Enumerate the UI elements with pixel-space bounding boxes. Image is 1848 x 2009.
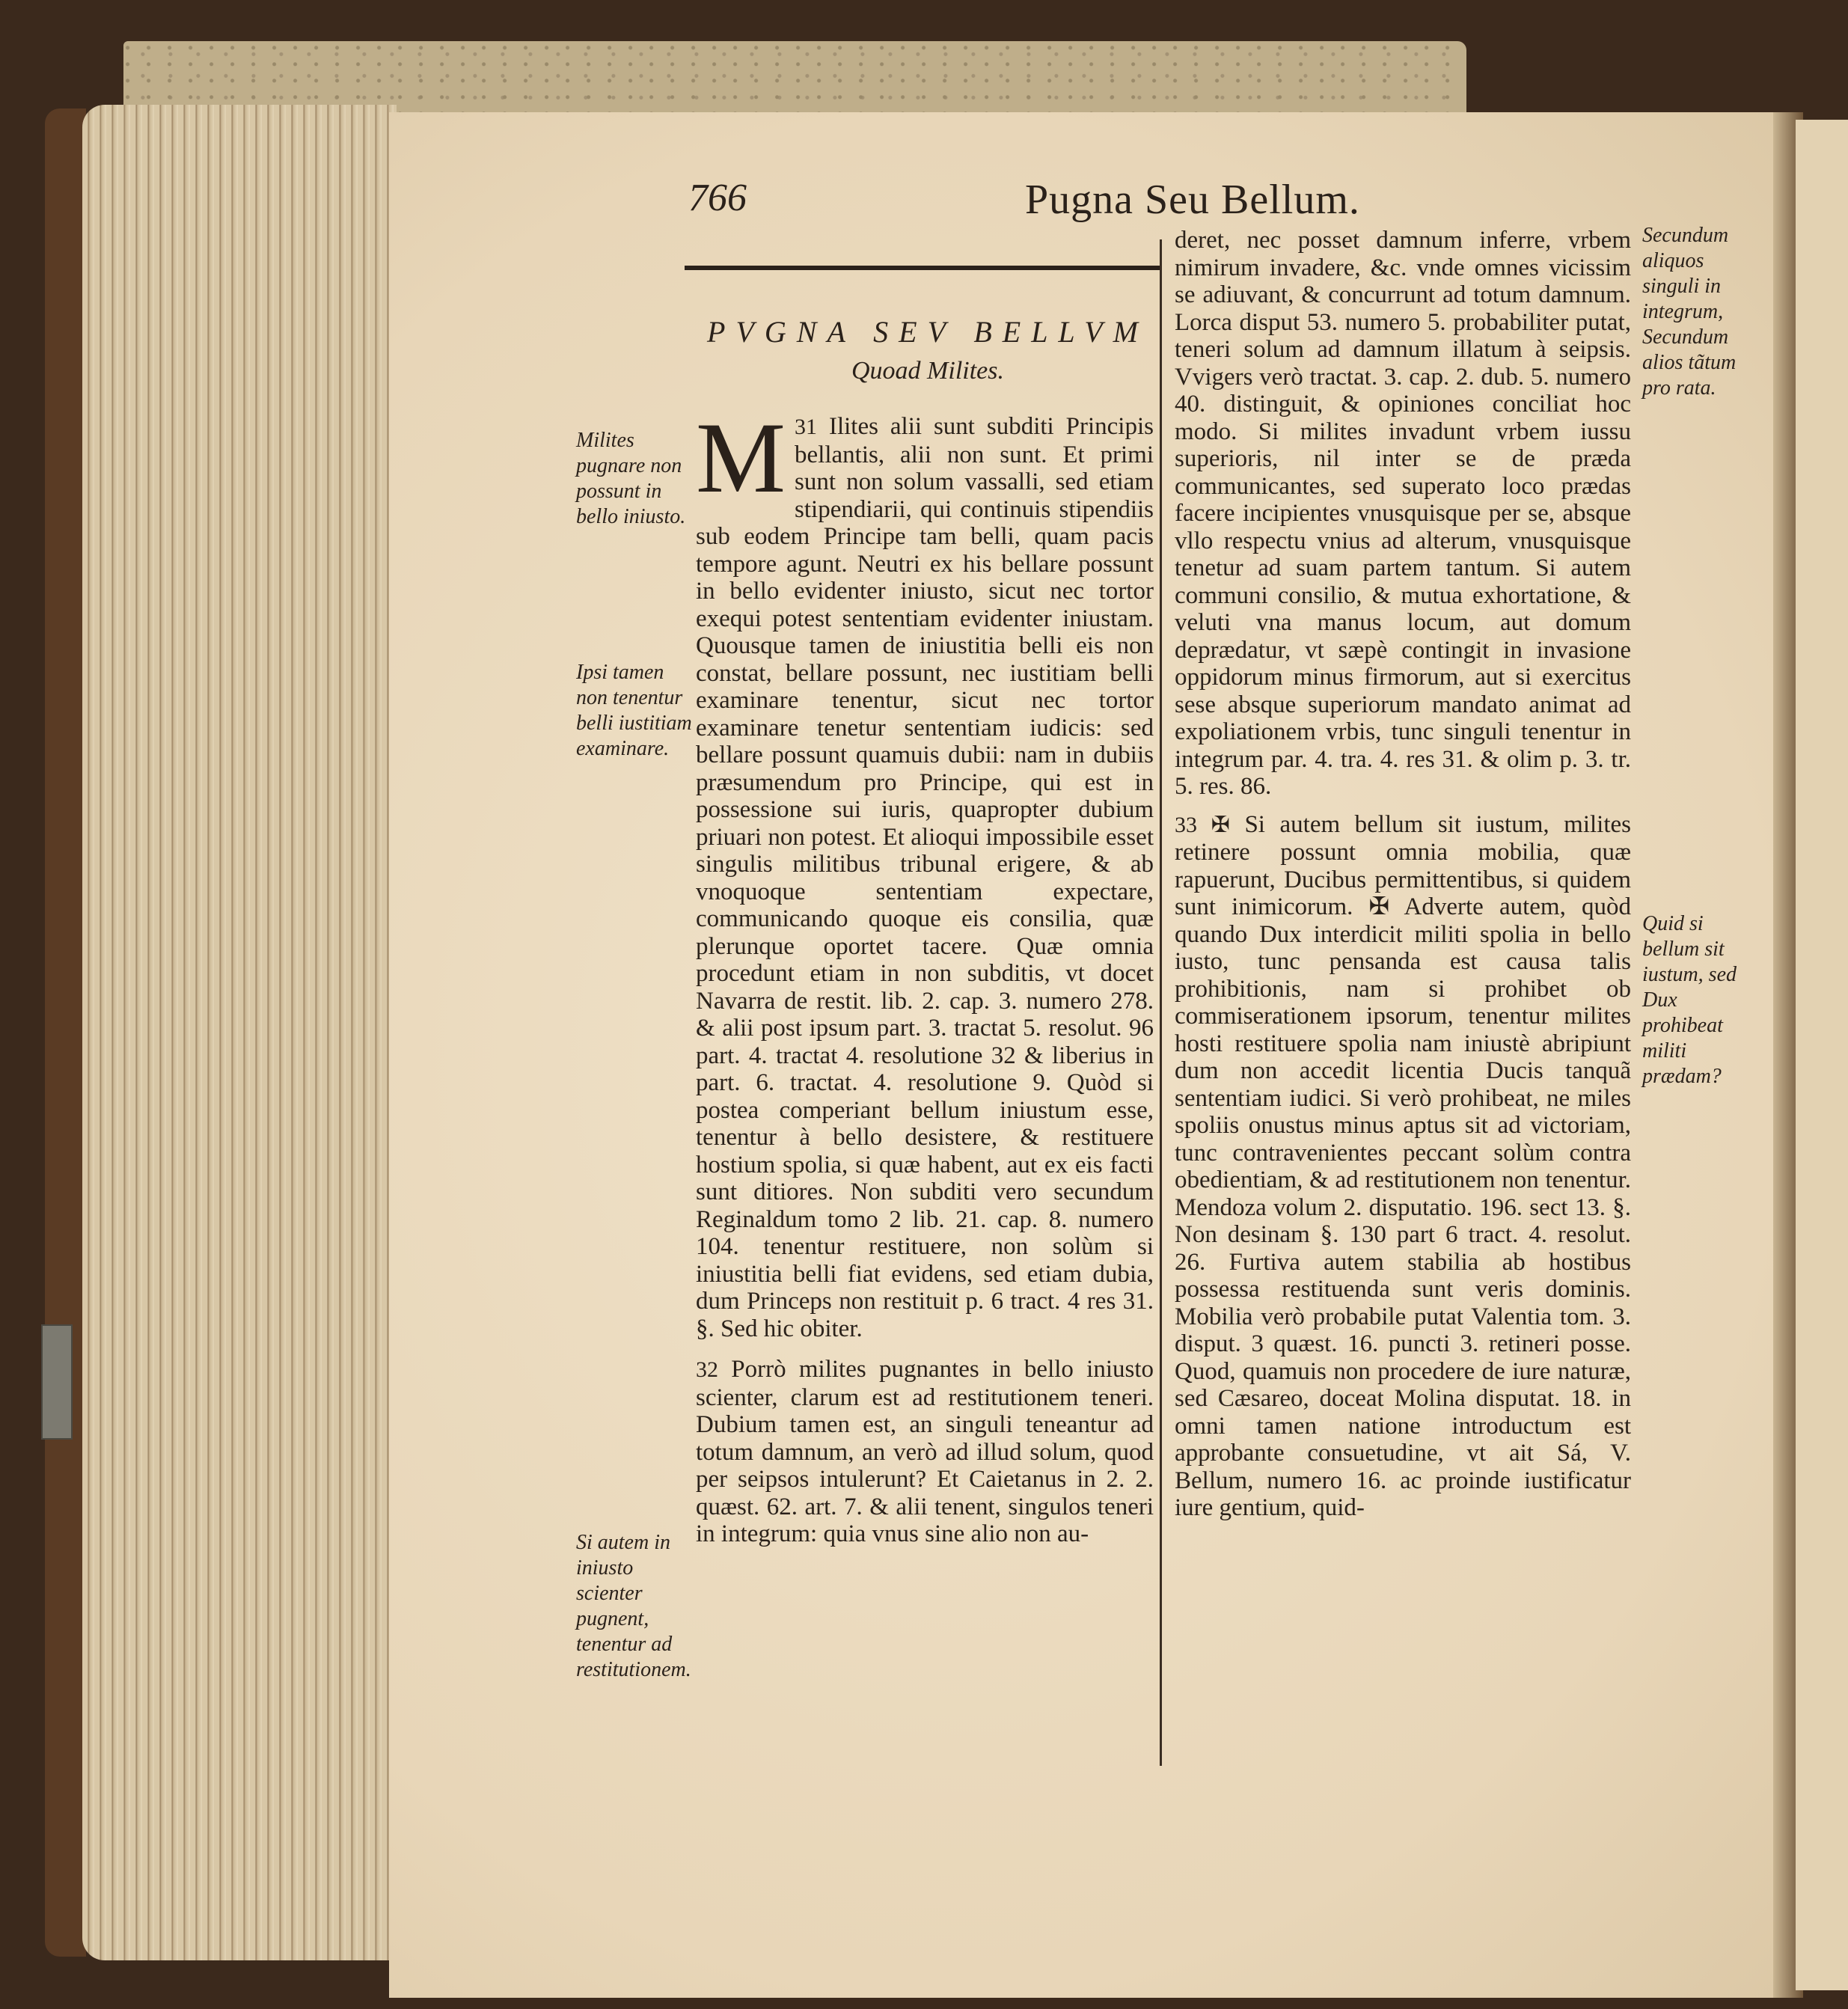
page-number: 766 [688, 177, 747, 219]
paragraph-continued: deret, nec posset damnum inferre, vrbem nimirum invadere, &c. vnde omnes vicissim se adiuvant, & concurrunt ad totum damnum. Lorca disput 53. numero 5. probabiliter putat, teneri solum ad damnum illatum à seipsis. Vvigers verò tractat. 3. cap. 2. dub. 5. numero 40. distinguit, & opiniones conciliat hoc modo. Si milites invadunt vrbem iussu superioris, nil inter se de præda communicantes, sed superato loco prædas facere incipientes vnusquisque per se, absque vllo respectu vnius ad alterum, vnusquisque tenetur ad suam partem tantum. Si autem communi consilio, & mutua exhortatione, & veluti vna manus locum, aut domum deprædatur, vt sæpè contingit in invasione oppidorum minus firmorum, aut si exercitus sese absque superiorum mandato animat ad expoliationem vrbis, tunc singuli tenentur in integrum par. 4. tra. 4. res 31. & olim p. 3. tr. 5. res. 86. [1175, 227, 1631, 800]
left-column [696, 403, 1154, 1548]
margin-note: Quid si bellum sit iustum, sed Dux prohibeat militi prædam? [1642, 912, 1737, 1088]
paragraph-text: Porrò milites pugnantes in bello iniusto scienter, clarum est ad restitutionem teneri. Dubium tamen est, an singuli teneantur ad totum damnum, an verò ad illud solum, quod per seipsos intulerunt? Et Caietanus in 2. 2. quæst. 62. art. 7. & alii tenent, singulos teneri in integrum: quia vnus sine alio non au- [696, 1356, 1154, 1547]
drop-cap: M [696, 403, 786, 514]
section-subtitle: Quoad Milites. [851, 357, 1004, 385]
paragraph-number: 33 ✠ [1175, 812, 1230, 837]
paragraph-text: Si autem bellum sit iustum, milites retinere possunt omnia mobilia, quæ rapuerunt, Ducibus permittentibus, si quidem sunt inimicorum. ✠ Adverte autem, quòd quando Dux interdicit militi spolia in bello iusto, tunc pensanda est causa talis prohibitionis, nam si prohibet ob commiserationem ipsorum, tenentur milites hosti restituere spolia nam iniustè abripiunt dum non accedit licentia Ducis tanquã sententiam iudici. Si verò prohibeat, ne miles spoliis onustus minus aptus sit ad victoriam, tunc contravenientes peccant solùm contra obedientiam, & ad restitutionem non tenentur. Mendoza volum 2. disputatio. 196. sect 13. §. Non desinam §. 130 part 6 tract. 4. resolut. 26. Furtiva autem stabilia ab hostibus possessa restituenda sunt veris dominis. Mobilia verò probabile putat Valentia tom. 3. disput. 3 quæst. 16. puncti 3. retineri posse. Quod, quamuis non procedere de iure naturæ, sed Cæsareo, doceat Molina disputat. 18. in omni tamen natione introductum est approbante consuetudine, vt ait Sá, V. Bellum, numero 16. ac proinde iustificatur iure gentium, quid- [1175, 810, 1632, 1521]
header-rule [685, 266, 1160, 270]
section-heading [696, 314, 1160, 385]
paragraph-32 [696, 1356, 1154, 1548]
page-block-edges [82, 105, 397, 1960]
margin-note: Si autem in iniusto scienter pugnent, tenentur ad restitutionem. [576, 1531, 691, 1681]
margin-note: Secundum aliquos singuli in integrum, Secundum alios tãtum pro rata. [1642, 224, 1737, 400]
book-clasp [41, 1324, 73, 1440]
section-title: PVGNA SEV BELLVM [707, 315, 1148, 349]
paragraph-31 [696, 403, 1154, 1342]
paragraph-text: Ilites alii sunt subditi Principis bellantis, alii non sunt. Et primi sunt non solum vassalli, sed etiam stipendiarii, qui continuis stipendiis sub eodem Principe tam belli, quam pacis tempore agunt. Neutri ex his bellare possunt in bello evidenter iniusto, sicut nec tortor exequi potest sententiam evidenter iniustam. Quousque tamen de iniustitia belli eis non constat, bellare possunt, nec iustitiam belli examinare tenentur, sicut nec tortor examinare tenetur sententiam iudicis: sed bellare possunt quamuis dubii: nam in dubiis præsumendum pro Principe, qui est in possessione sui iuris, quapropter dubium priuari non potest. Et alioqui impossibile esset singulis militibus tribunal erigere, & ab vnoquoque sententiam expectare, communicando quoque eis consilia, quæ plerunque oportet tacere. Quæ omnia procedunt etiam in non subditis, vt docet Navarra de restit. lib. 2. cap. 3. numero 278. & alii post ipsum part. 3. tractat 5. resolut. 96 part. 4. tractat 4. resolutione 32 & liberius in part. 6. tractat. 4. resolutione 9. Quòd si postea comperiant bellum iniustum esse, tenentur à bello desistere, & restituere hostium spolia, si quæ habent, aut ex eis facti sunt ditiores. Non subditi vero secundum Reginaldum tomo 2 lib. 21. cap. 8. numero 104. tenentur restituere, non solùm si iniustitia belli fiat evidens, sed etiam dubia, dum Princeps non restituit p. 6 tract. 4 res 31. §. Sed hic obiter. [696, 413, 1154, 1342]
margin-note: Ipsi tamen non tenentur belli iustitiam examinare. [576, 661, 692, 760]
margin-note: Milites pugnare non possunt in bello iniusto. [576, 429, 686, 528]
running-title: Pugna Seu Bellum. [1025, 177, 1360, 223]
column-divider [1160, 239, 1162, 1766]
right-column [1175, 227, 1631, 1522]
book-cover-edge [45, 108, 86, 1957]
paragraph-number: 32 [696, 1357, 718, 1382]
facing-page-edge [1796, 120, 1848, 1990]
paragraph-number: 31 [795, 415, 818, 439]
paragraph-33 [1175, 811, 1631, 1522]
page-header [688, 176, 1437, 228]
